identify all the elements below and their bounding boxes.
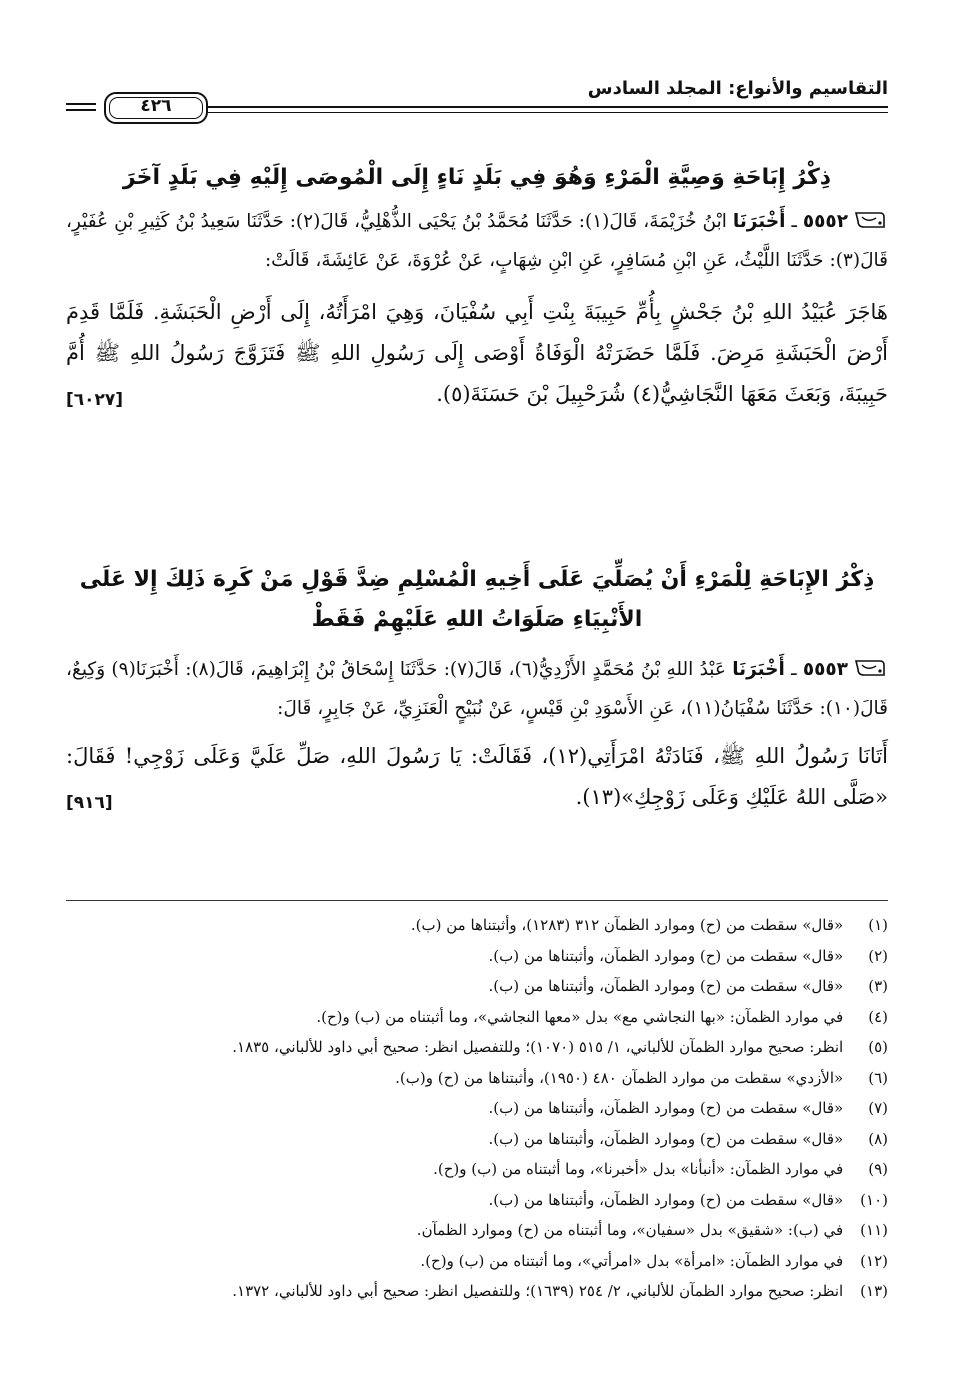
footnote-number: (١٣): [860, 1282, 888, 1300]
footnote-item: [66, 1002, 888, 1033]
footnote-text: «قال» سقطت من (ح) وموارد الظمآن، وأثبتناها من (ب).: [488, 977, 844, 995]
footnote-text: «قال» سقطت من (ح) وموارد الظمآن، وأثبتناها من (ب).: [488, 1099, 844, 1117]
footnotes: [66, 910, 888, 1307]
akhbarana-word: أَخْبَرَنَا: [732, 211, 786, 232]
footnote-number: (٦): [868, 1068, 888, 1087]
hadith-marker-icon: [854, 657, 888, 679]
footnote-text: «الأزدي» سقطت من موارد الظمآن ٤٨٠ (١٩٥٠)، وأثبتناها من (ح) و(ب).: [395, 1068, 844, 1087]
footnote-number: (٣): [868, 977, 888, 995]
footnote-number: (٩): [868, 1160, 888, 1178]
footnote-number: (١٠): [860, 1190, 888, 1209]
hadith-isnad: ٥٥٥٣ ـ أَخْبَرَنَا عَبْدُ اللهِ بْنُ مُحَمَّدٍ الأَزْدِيُّ(٦)، قَالَ(٧): حَدَّثَنَا إِسْحَاقُ بْنُ إِبْرَاهِيمَ، قَالَ(٨): أَخْبَرَنَا(٩) وَكِيعٌ، قَالَ(١٠): حَدَّثَنَا سُفْيَانُ(١١)، عَنِ الأَسْوَدِ بْنِ قَيْسٍ، عَنْ نُبَيْحٍ الْعَنَزِيِّ، عَنْ جَابِرٍ، قَالَ:: [66, 659, 888, 719]
footnote-number: (٨): [868, 1129, 888, 1148]
header-rule-thick: [208, 106, 888, 108]
matn-text: أَتَانَا رَسُولُ اللهِ ﷺ، فَنَادَتْهُ امْرَأَتِي(١٢)، فَقَالَتْ: يَا رَسُولَ اللهِ، صَلِّ عَلَيَّ وَعَلَى زَوْجِي! فَقَالَ: «صَلَّى اللهُ عَلَيْكِ وَعَلَى زَوْجِكِ»(١٣).: [66, 744, 888, 809]
footnote-text: «قال» سقطت من (ح) وموارد الظمآن ٣١٢ (١٢٨٣)، وأثبتناها من (ب).: [410, 916, 844, 934]
header-rule-thin: [208, 112, 888, 113]
hadith-matn: [66, 736, 888, 818]
footnote-item: [66, 1215, 888, 1246]
section-2: [66, 560, 888, 824]
footnote-number: (١٢): [860, 1251, 888, 1270]
section-1: [66, 158, 888, 421]
isnad-text: عَبْدُ اللهِ بْنُ مُحَمَّدٍ الأَزْدِيُّ(٦)، قَالَ(٧): حَدَّثَنَا إِسْحَاقُ بْنُ إِبْرَاهِيمَ، قَالَ(٨): أَخْبَرَنَا(٩) وَكِيعٌ، قَالَ(١٠): حَدَّثَنَا سُفْيَانُ(١١)، عَنِ الأَسْوَدِ بْنِ قَيْسٍ، عَنْ نُبَيْحٍ الْعَنَزِيِّ، عَنْ جَابِرٍ، قَالَ:: [66, 659, 888, 719]
footnote-item: [66, 1154, 888, 1185]
chapter-title: ذِكْرُ الإِبَاحَةِ لِلْمَرْءِ أَنْ يُصَلِّيَ عَلَى أَخِيهِ الْمُسْلِمِ ضِدَّ قَوْلِ مَنْ كَرِهَ ذَلِكَ إِلا عَلَى الأَنْبِيَاءِ صَلَوَاتُ اللهِ عَلَيْهِمْ فَقَطْ: [79, 567, 875, 632]
footnote-number: (٤): [868, 1007, 888, 1026]
running-title: التقاسيم والأنواع: المجلد السادس: [587, 78, 888, 99]
footnote-item: [66, 1124, 888, 1155]
page-header: [66, 70, 888, 126]
akhbarana-word: أَخْبَرَنَا: [732, 659, 785, 680]
footnote-number: (١): [868, 916, 888, 934]
footnote-text: في موارد الظمآن: «أنبأنا» بدل «أخبرنا»، وما أثبتناه من (ب) و(ح).: [433, 1160, 844, 1178]
footnote-item: [66, 971, 888, 1002]
footnote-text: في (ب): «شقيق» بدل «سفيان»، وما أثبتناه من (ح) وموارد الظمآن.: [416, 1221, 844, 1239]
header-dash-top: [66, 103, 96, 105]
hadith-reference: [٩١٦]: [66, 793, 113, 813]
hadith-marker-icon: [854, 209, 888, 231]
footnote-number: (١١): [860, 1221, 888, 1239]
footnote-item: [66, 910, 888, 941]
matn-text: هَاجَرَ عُبَيْدُ اللهِ بْنُ جَحْشٍ بِأُمِّ حَبِيبَةَ بِنْتِ أَبِي سُفْيَانَ، وَهِيَ امْرَأَتُهُ، إِلَى أَرْضِ الْحَبَشَةِ. فَلَمَّا قَدِمَ أَرْضَ الْحَبَشَةِ مَرِضَ. فَلَمَّا حَضَرَتْهُ الْوَفَاةُ أَوْصَى إِلَى رَسُولِ اللهِ ﷺ فَتَزَوَّجَ رَسُولُ اللهِ ﷺ أُمَّ حَبِيبَةَ، وَبَعَثَ مَعَهَا النَّجَاشِيُّ(٤) شُرَحْبِيلَ بْنَ حَسَنَةَ(٥).: [66, 300, 888, 406]
hadith-reference: [٦٠٢٧]: [66, 390, 124, 410]
footnote-item: [66, 1032, 888, 1063]
footnote-text: «قال» سقطت من (ح) وموارد الظمآن، وأثبتناها من (ب).: [488, 946, 844, 965]
footnote-item: [66, 1185, 888, 1216]
footnote-text: انظر: صحيح موارد الظمآن للألباني، ١/ ٥١٥ (١٠٧٠)؛ وللتفصيل انظر: صحيح أبي داود للألباني، ١٨٣٥.: [232, 1038, 844, 1056]
footnote-item: [66, 1063, 888, 1094]
footnote-number: (٢): [868, 946, 888, 965]
footnote-separator: [66, 900, 888, 901]
footnote-text: «قال» سقطت من (ح) وموارد الظمآن، وأثبتناها من (ب).: [488, 1129, 844, 1148]
footnote-text: في موارد الظمآن: «بها النجاشي مع» بدل «معها النجاشي»، وما أثبتناه من (ب) و(ح).: [316, 1007, 844, 1026]
footnote-number: (٥): [868, 1038, 888, 1056]
hadith-isnad: ٥٥٥٢ ـ أَخْبَرَنَا ابْنُ خُزَيْمَةَ، قَالَ(١): حَدَّثَنَا مُحَمَّدُ بْنُ يَحْيَى الذُّهْلِيُّ، قَالَ(٢): حَدَّثَنَا سَعِيدُ بْنُ كَثِيرِ بْنِ عُفَيْرٍ، قَالَ(٣): حَدَّثَنَا اللَّيْثُ، عَنِ ابْنِ مُسَافِرٍ، عَنِ ابْنِ شِهَابٍ، عَنْ عُرْوَةَ، عَنْ عَائِشَةَ، قَالَتْ:: [66, 211, 888, 271]
hadith-number: ٥٥٥٢: [802, 211, 848, 232]
footnote-item: [66, 1276, 888, 1307]
footnote-item: [66, 1246, 888, 1277]
header-dash-bottom: [66, 109, 96, 111]
page-number-frame: [104, 92, 208, 124]
footnote-text: انظر: صحيح موارد الظمآن للألباني، ٢/ ٢٥٤ (١٦٣٩)؛ وللتفصيل انظر: صحيح أبي داود للألباني، ١٣٧٢.: [232, 1282, 844, 1300]
isnad-text: ابْنُ خُزَيْمَةَ، قَالَ(١): حَدَّثَنَا مُحَمَّدُ بْنُ يَحْيَى الذُّهْلِيُّ، قَالَ(٢): حَدَّثَنَا سَعِيدُ بْنُ كَثِيرِ بْنِ عُفَيْرٍ، قَالَ(٣): حَدَّثَنَا اللَّيْثُ، عَنِ ابْنِ مُسَافِرٍ، عَنِ ابْنِ شِهَابٍ، عَنْ عُرْوَةَ، عَنْ عَائِشَةَ، قَالَتْ:: [66, 211, 888, 271]
hadith-matn: [66, 292, 888, 415]
footnote-number: (٧): [868, 1099, 888, 1117]
footnote-text: «قال» سقطت من (ح) وموارد الظمآن، وأثبتناها من (ب).: [488, 1190, 844, 1209]
footnote-item: [66, 941, 888, 972]
footnote-item: [66, 1093, 888, 1124]
chapter-title: ذِكْرُ إِبَاحَةِ وَصِيَّةِ الْمَرْءِ وَهُوَ فِي بَلَدٍ نَاءٍ إِلَى الْمُوصَى إِلَيْهِ فِي بَلَدٍ آخَرَ: [122, 165, 832, 190]
page-number: ٤٢٦: [140, 96, 172, 116]
hadith-number: ٥٥٥٣: [802, 659, 848, 680]
footnote-text: في موارد الظمآن: «امرأة» بدل «امرأتي»، وما أثبتناه من (ب) و(ح).: [420, 1251, 844, 1270]
